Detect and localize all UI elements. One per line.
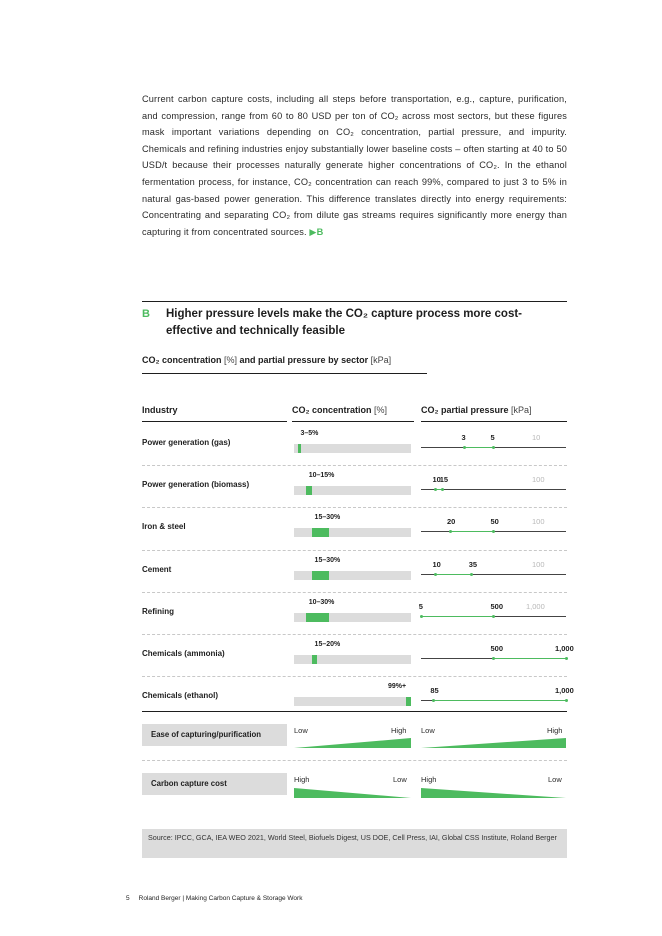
figure-ref-link[interactable]: ▶B [309, 226, 324, 237]
cost-pp-wedge [421, 788, 566, 798]
figure-subtitle [142, 355, 391, 365]
cost-pp-left: High [421, 775, 437, 784]
concentration-bar [306, 486, 312, 495]
subtitle-unit-1: [%] [224, 355, 238, 365]
industry-name: Iron & steel [142, 522, 186, 532]
pressure-max-label: 5 [490, 433, 495, 442]
pressure-min-label: 10 [432, 475, 441, 485]
pressure-max-dot [565, 657, 568, 660]
concentration-track [294, 444, 411, 453]
pressure-min-dot [434, 573, 437, 576]
cost-conc-left: High [294, 775, 310, 784]
concentration-track [294, 571, 411, 580]
pressure-max-dot [492, 446, 495, 449]
footer-text: Roland Berger | Making Carbon Capture & Storage Work [138, 895, 303, 902]
concentration-bar [306, 613, 329, 622]
concentration-label: 10–15% [308, 472, 335, 480]
pressure-scale-max: 10 [532, 433, 541, 442]
pressure-max-dot [565, 699, 568, 702]
table-bottom-rule [142, 711, 567, 712]
pressure-range [494, 658, 567, 659]
pressure-min-dot [449, 530, 452, 533]
pressure-scale-max: 100 [532, 517, 545, 527]
pressure-min-label: 5 [418, 601, 423, 611]
row-divider [142, 592, 567, 593]
source-note: Source: IPCC, GCA, IEA WEO 2021, World Steel, Biofuels Digest, US DOE, Cell Press, IAI, Global CSS Institute, Roland Berger [142, 829, 567, 858]
subtitle-rule [142, 373, 427, 374]
cost-pp-right: Low [548, 775, 562, 784]
row-divider [142, 465, 567, 466]
pressure-range [422, 616, 494, 617]
column-header-concentration [292, 405, 387, 415]
concentration-label: 3–5% [300, 430, 319, 437]
cost-conc-right: Low [393, 775, 407, 784]
concentration-label: 15–30% [314, 514, 341, 522]
ease-pp-left: Low [421, 726, 435, 735]
body-text: Current carbon capture costs, including all steps before transportation, e.g., capture, purification, and compression, range from 60 to 80 USD per ton of CO₂ across most sectors, but these figures mask important variations depending on CO₂ concentration, partial pressure, and impurity. Chemicals and refining industries enjoy substantially lower baseline costs – often starting at 40 to 50 USD/t because their processes naturally generate higher concentrations of CO₂. In the ethanol fermentation process, for instance, CO₂ concentration can reach 99%, compared to just 3 to 5% in natural gas-based power generation. This difference translates directly into energy requirements: Concentrating and separating CO₂ from dilute gas streams requires significantly more energy than capturing it from concentrated sources. [142, 94, 567, 237]
body-paragraph [142, 91, 567, 240]
pressure-min-dot [434, 488, 437, 491]
pressure-header-text: CO₂ partial pressure [421, 405, 512, 415]
pressure-range [450, 531, 494, 532]
cost-row-label: Carbon capture cost [142, 773, 287, 795]
pressure-max-dot [470, 573, 473, 576]
figure-top-rule [142, 301, 567, 302]
row-divider [142, 676, 567, 677]
industry-name: Power generation (biomass) [142, 480, 250, 490]
ease-conc-right: High [391, 726, 407, 735]
concentration-track [294, 697, 411, 706]
header-rule-concentration [292, 421, 414, 422]
concentration-track [294, 655, 411, 664]
pressure-max-dot [492, 615, 495, 618]
pressure-max-dot [492, 530, 495, 533]
pressure-scale-max: 100 [532, 559, 545, 569]
cost-conc-wedge [294, 788, 411, 798]
pressure-max-label: 1,000 [555, 686, 574, 696]
pressure-min-label: 3 [461, 433, 466, 442]
concentration-bar [312, 655, 318, 664]
pressure-min-dot [463, 446, 466, 449]
industry-name: Power generation (gas) [142, 438, 231, 447]
concentration-header-text: CO₂ concentration [292, 405, 375, 415]
pressure-max-label: 1,000 [555, 644, 574, 653]
pressure-min-label: 10 [432, 559, 441, 569]
subtitle-unit-2: [kPa] [370, 355, 392, 365]
header-rule-industry [142, 421, 287, 422]
pressure-max-label: 500 [490, 601, 504, 611]
concentration-header-unit: [%] [374, 405, 388, 415]
concentration-label: 10–30% [308, 598, 335, 606]
page-number: 5 [126, 895, 130, 902]
concentration-label: 99%+ [388, 683, 407, 691]
concentration-label: 15–30% [314, 556, 341, 564]
concentration-bar [312, 571, 330, 580]
figure-letter: B [142, 308, 150, 320]
pressure-range [465, 447, 494, 448]
row-divider [142, 550, 567, 551]
concentration-track [294, 613, 411, 622]
concentration-bar [312, 528, 330, 537]
ease-pp-right: High [547, 726, 563, 735]
row-divider [142, 507, 567, 508]
ease-conc-wedge [294, 738, 411, 748]
concentration-track [294, 486, 411, 495]
pressure-scale-max: 100 [532, 475, 545, 485]
pressure-min-label: 500 [490, 644, 504, 653]
subtitle-text-1: CO₂ concentration [142, 355, 225, 365]
figure-title: Higher pressure levels make the CO₂ capture process more cost-effective and technically feasible [166, 308, 523, 337]
column-header-industry: Industry [142, 405, 178, 415]
industry-name: Chemicals (ethanol) [142, 691, 219, 701]
industry-name: Cement [142, 564, 172, 574]
concentration-bar [406, 697, 411, 706]
concentration-label: 15–20% [314, 641, 341, 648]
pressure-min-dot [492, 657, 495, 660]
row-divider [142, 634, 567, 635]
pressure-max-label: 15 [439, 475, 449, 485]
industry-name: Refining [142, 606, 174, 616]
pressure-max-dot [441, 488, 444, 491]
industry-name: Chemicals (ammonia) [142, 649, 225, 658]
pressure-header-unit: [kPa] [511, 405, 532, 415]
concentration-bar [298, 444, 301, 453]
pressure-scale-max: 1,000 [526, 601, 545, 611]
subtitle-text-2: and partial pressure by sector [237, 355, 371, 365]
pressure-min-dot [432, 699, 435, 702]
header-rule-pressure [421, 421, 567, 422]
pressure-min-label: 85 [430, 686, 439, 696]
pressure-max-label: 35 [468, 559, 478, 569]
pressure-range [436, 574, 472, 575]
pressure-min-label: 20 [447, 517, 456, 527]
concentration-track [294, 528, 411, 537]
ease-conc-left: Low [294, 726, 308, 735]
ease-pp-wedge [421, 738, 566, 748]
pressure-max-label: 50 [490, 517, 499, 527]
ease-row-label: Ease of capturing/purification [142, 724, 287, 746]
page-footer [126, 895, 302, 902]
ease-cost-divider [142, 760, 567, 761]
pressure-range [433, 700, 566, 701]
pressure-min-dot [420, 615, 423, 618]
column-header-pressure [421, 405, 532, 415]
